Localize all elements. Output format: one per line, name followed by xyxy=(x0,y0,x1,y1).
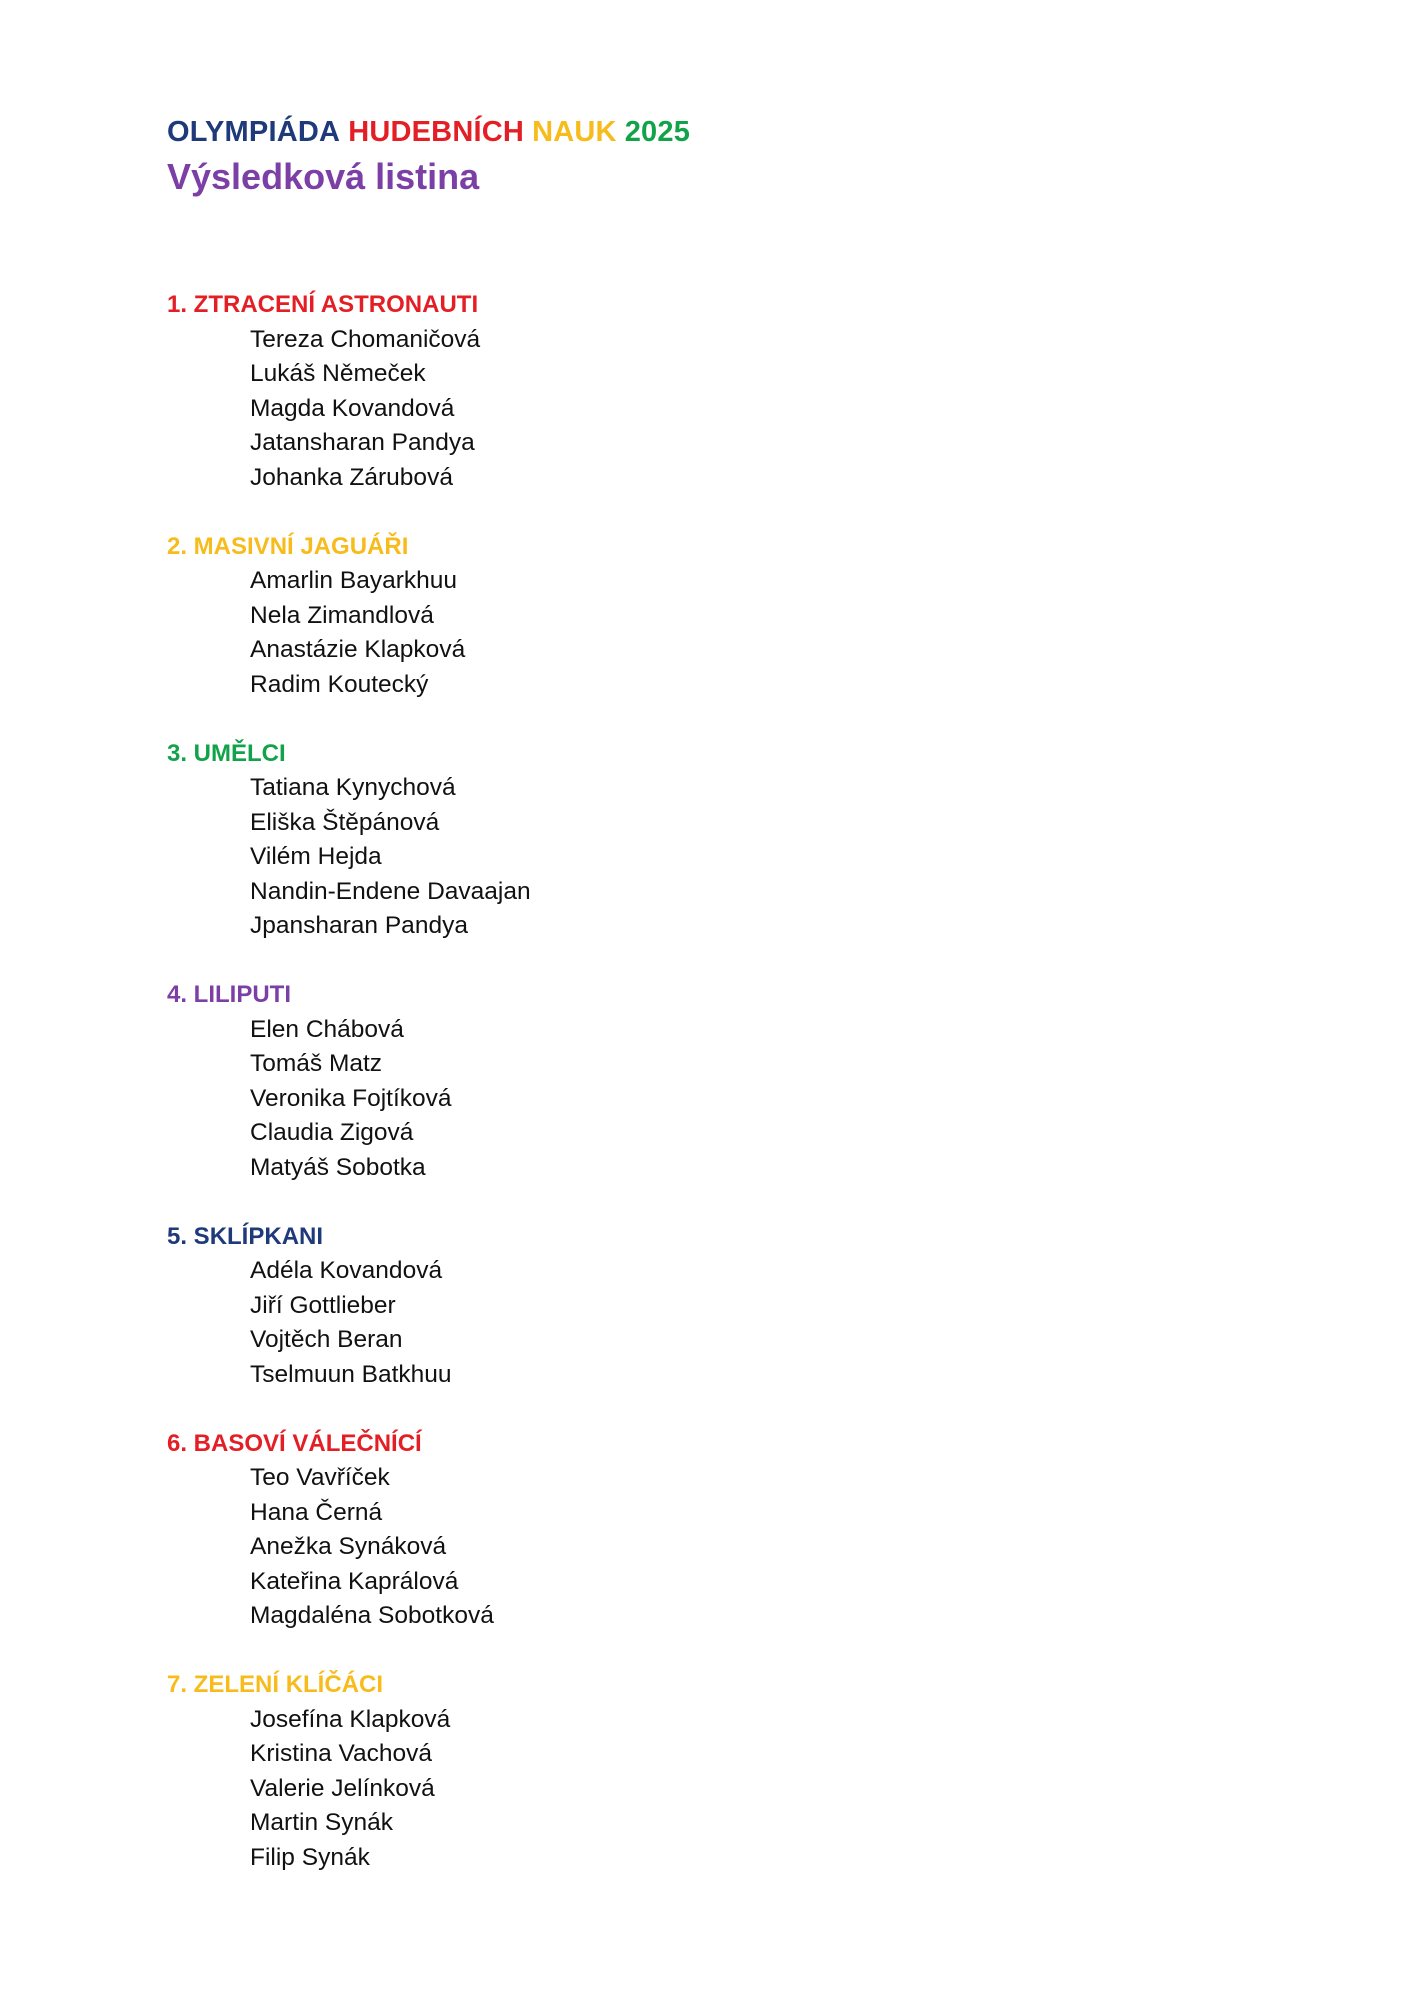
team-member-name: Claudia Zigová xyxy=(250,1119,414,1146)
team-member-name: Vilém Hejda xyxy=(250,843,382,870)
team-member-name: Teo Vavříček xyxy=(250,1464,390,1491)
team-section xyxy=(167,737,1267,944)
team-member-name: Kristina Vachová xyxy=(250,1740,433,1767)
team-member-name: Nandin-Endene Davaajan xyxy=(250,877,531,905)
team-member-name: Josefína Klapková xyxy=(250,1705,451,1733)
team-section xyxy=(167,530,1267,703)
team-heading: 7. ZELENÍ KLÍČÁCI xyxy=(167,1671,384,1698)
team-member-name: Filip Synák xyxy=(250,1843,370,1871)
team-member-name: Vojtěch Beran xyxy=(250,1326,403,1353)
team-heading: 4. LILIPUTI xyxy=(167,981,292,1008)
team-member-name: Tomáš Matz xyxy=(250,1050,383,1077)
team-member-name: Amarlin Bayarkhuu xyxy=(250,567,457,594)
team-member-name: Anastázie Klapková xyxy=(250,636,466,663)
team-member-name: Lukáš Němeček xyxy=(250,360,426,387)
team-section xyxy=(167,1668,1267,1875)
team-member-name: Hana Černá xyxy=(250,1498,383,1526)
document-subtitle: Výsledková listina xyxy=(167,156,480,197)
team-member-name: Jiří Gottlieber xyxy=(250,1291,396,1319)
team-member-name: Elen Chábová xyxy=(250,1015,404,1043)
team-member-name: Jpansharan Pandya xyxy=(250,912,468,939)
team-section xyxy=(167,1427,1267,1634)
team-heading: 3. UMĚLCI xyxy=(167,739,286,767)
team-member-name: Tereza Chomaničová xyxy=(250,325,481,353)
title-word-3: NAUK xyxy=(532,116,617,148)
team-member-name: Radim Koutecký xyxy=(250,670,429,698)
team-member-name: Magdaléna Sobotková xyxy=(250,1602,494,1629)
team-heading: 1. ZTRACENÍ ASTRONAUTI xyxy=(167,291,479,318)
team-member-name: Nela Zimandlová xyxy=(250,601,434,629)
team-heading: 5. SKLÍPKANI xyxy=(167,1222,324,1250)
team-member-name: Matyáš Sobotka xyxy=(250,1153,426,1181)
team-member-name: Veronika Fojtíková xyxy=(250,1084,452,1112)
results-document xyxy=(167,112,1267,1910)
team-member-name: Valerie Jelínková xyxy=(250,1774,435,1802)
team-member-name: Johanka Zárubová xyxy=(250,463,453,491)
team-member-name: Anežka Synáková xyxy=(250,1533,447,1560)
title-word-2: HUDEBNÍCH xyxy=(348,116,525,148)
team-member-name: Kateřina Kaprálová xyxy=(250,1567,459,1595)
team-member-name: Tatiana Kynychová xyxy=(250,774,456,801)
team-section xyxy=(167,288,1267,495)
team-member-name: Magda Kovandová xyxy=(250,394,455,422)
team-list xyxy=(167,288,1267,1875)
team-member-name: Eliška Štěpánová xyxy=(250,808,440,836)
team-section xyxy=(167,978,1267,1185)
team-member-name: Jatansharan Pandya xyxy=(250,429,475,456)
team-member-name: Adéla Kovandová xyxy=(250,1257,443,1284)
team-section xyxy=(167,1220,1267,1393)
team-heading: 6. BASOVÍ VÁLEČNÍCÍ xyxy=(167,1429,422,1457)
team-member-name: Martin Synák xyxy=(250,1809,393,1836)
team-member-name: Tselmuun Batkhuu xyxy=(250,1360,452,1388)
document-title xyxy=(167,112,1267,152)
title-word-1: OLYMPIÁDA xyxy=(167,116,341,148)
team-heading: 2. MASIVNÍ JAGUÁŘI xyxy=(167,532,409,560)
title-word-4: 2025 xyxy=(624,116,691,148)
